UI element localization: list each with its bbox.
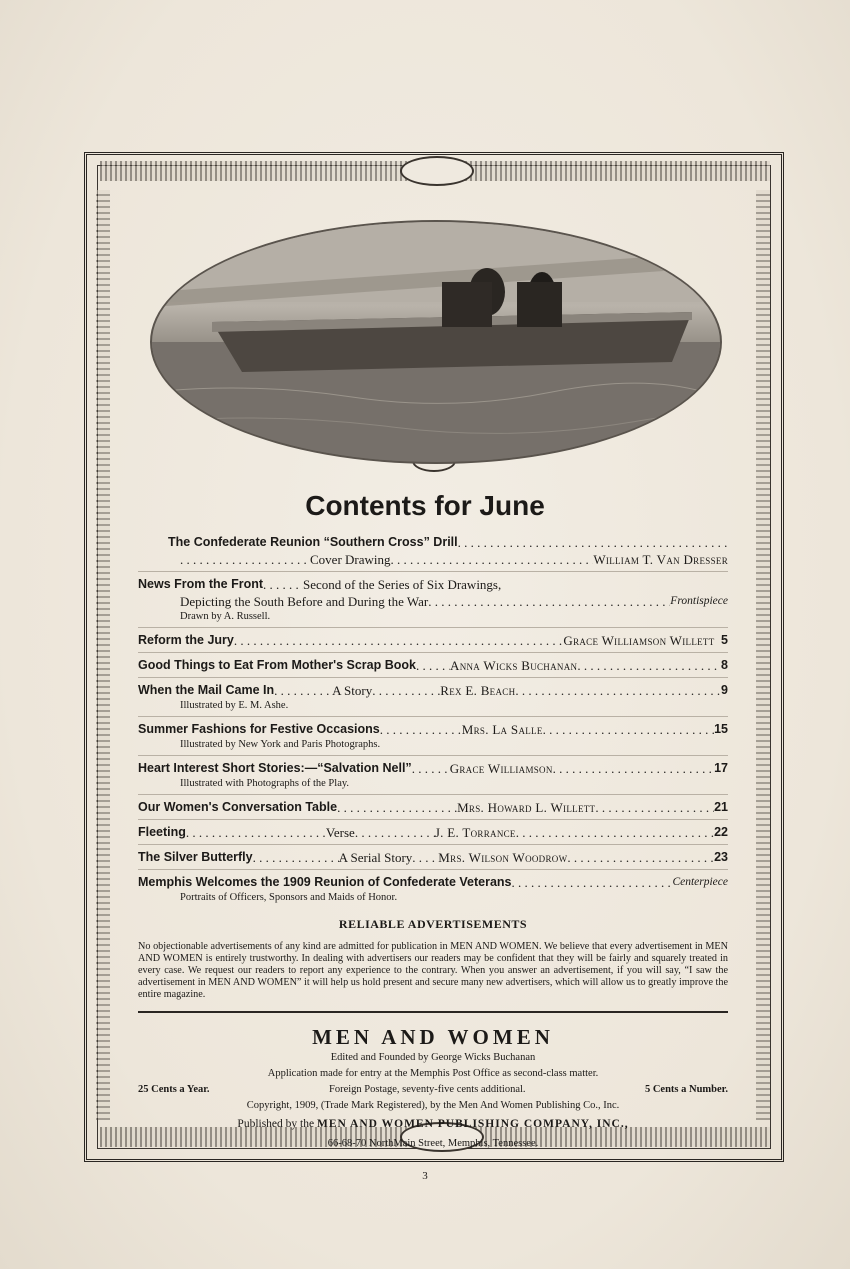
masthead-copyright: Copyright, 1909, (Trade Mark Registered), by the Men And Women Publishing Co., Inc. — [246, 1100, 620, 1111]
entry-note: Drawn by A. Russell. — [180, 611, 271, 622]
entry-author: Grace Williamson Willett — [563, 633, 715, 648]
publisher-prefix: Published by the — [237, 1118, 315, 1130]
masthead-address: 66-68-70 NorthMain Street, Memphis, Tennessee. — [327, 1138, 539, 1149]
price-foreign-postage: Foreign Postage, seventy-five cents additional. — [328, 1084, 526, 1095]
entry-page: 17 — [714, 761, 728, 775]
entry-author: Mrs. Wilson Woodrow — [438, 850, 568, 865]
entry-note: Illustrated by New York and Paris Photographs. — [180, 739, 381, 750]
contents-entry-fleeting — [138, 820, 728, 845]
masthead-editor: Edited and Founded by George Wicks Buchanan — [330, 1052, 536, 1063]
contents-entry-mail-came-in — [138, 678, 728, 717]
entry-desc: Cover Drawing — [310, 552, 391, 567]
entry-title: Heart Interest Short Stories:—“Salvation Nell” — [138, 761, 412, 775]
contents-list — [138, 530, 728, 1152]
entry-page: 21 — [714, 800, 728, 814]
entry-author: Mrs. Howard L. Willett — [457, 800, 596, 815]
entry-desc: A Story — [332, 683, 373, 698]
entry-desc-continued: Depicting the South Before and During the War — [180, 594, 429, 609]
reliable-ads-text: No objectionable advertisements of any kind are admitted for publication in MEN AND WOMEN. We believe that every advertisement in MEN AND WOMEN is entirely trustworthy. In dealing with advertisers our readers may be confident that they will be fairly and squarely treated in every case. We request our readers to report any experience to the contrary. When you answer an advertisement, if you will say, “I saw the advertisement in MEN AND WOMEN” it will help us hold present and secure many new advertisers, which will allow us to greatly improve the entire magazine. — [138, 941, 728, 1000]
entry-note: Portraits of Officers, Sponsors and Maids of Honor. — [180, 892, 398, 903]
entry-title: Fleeting — [138, 825, 186, 839]
contents-entry-conversation-table — [138, 795, 728, 820]
contents-entry-southern-cross — [138, 530, 728, 572]
entry-title: Our Women's Conversation Table — [138, 800, 338, 814]
entry-page: 22 — [714, 825, 728, 839]
contents-entry-good-things — [138, 653, 728, 678]
entry-desc: Verse — [325, 825, 355, 840]
contents-entry-salvation-nell — [138, 756, 728, 795]
entry-note: Illustrated by E. M. Ashe. — [180, 700, 289, 711]
reliable-ads-heading: RELIABLE ADVERTISEMENTS — [338, 917, 528, 931]
entry-page: 5 — [721, 633, 728, 647]
entry-desc: Second of the Series of Six Drawings, — [303, 577, 502, 592]
masthead-title: MEN AND WOMEN — [312, 1025, 554, 1049]
entry-title: Reform the Jury — [138, 633, 234, 647]
frame-left-band — [96, 190, 110, 1120]
entry-page: Centerpiece — [672, 876, 728, 888]
contents-heading: Contents for June — [305, 490, 545, 521]
contents-entry-news-from-front — [138, 572, 728, 628]
entry-author: Grace Williamson — [449, 761, 553, 776]
entry-author: Mrs. La Salle — [461, 722, 543, 737]
entry-author: Anna Wicks Buchanan — [450, 658, 578, 673]
entry-title: Summer Fashions for Festive Occasions — [138, 722, 380, 736]
page-number: 3 — [422, 1170, 428, 1182]
entry-author: William T. Van Dresser — [593, 552, 728, 567]
contents-entry-memphis-welcomes — [138, 870, 728, 908]
entry-page: 9 — [721, 683, 728, 697]
entry-title: News From the Front — [138, 577, 264, 591]
entry-title: Good Things to Eat From Mother's Scrap Book — [138, 658, 416, 672]
entry-page: Frontispiece — [670, 595, 728, 607]
price-yearly: 25 Cents a Year. — [138, 1084, 210, 1095]
entry-title: The Silver Butterfly — [138, 850, 253, 864]
publisher-name: MEN AND WOMEN PUBLISHING COMPANY, INC., — [316, 1118, 629, 1130]
entry-page: 23 — [714, 850, 728, 864]
masthead-publisher-line — [138, 1116, 728, 1132]
entry-note: Illustrated with Photographs of the Play. — [180, 778, 350, 789]
boat-photograph — [150, 220, 722, 464]
entry-desc: A Serial Story — [338, 850, 413, 865]
entry-title: When the Mail Came In — [138, 683, 275, 697]
price-single: 5 Cents a Number. — [644, 1084, 728, 1095]
entry-page: 8 — [721, 658, 728, 672]
entry-author: J. E. Torrance — [434, 825, 516, 840]
masthead-prices — [138, 1082, 728, 1098]
contents-entry-reform-jury — [138, 628, 728, 653]
contents-entry-silver-butterfly — [138, 845, 728, 870]
masthead-application: Application made for entry at the Memphis Post Office as second-class matter. — [267, 1068, 599, 1079]
entry-title: Memphis Welcomes the 1909 Reunion of Confederate Veterans — [138, 875, 512, 889]
frame-right-band — [756, 190, 770, 1120]
top-cartouche-ornament — [400, 156, 474, 186]
entry-page: 15 — [714, 722, 728, 736]
entry-title: The Confederate Reunion “Southern Cross” Drill — [168, 535, 458, 549]
divider-rule — [138, 1011, 728, 1013]
contents-entry-summer-fashions — [138, 717, 728, 756]
entry-author: Rex E. Beach — [440, 683, 516, 698]
